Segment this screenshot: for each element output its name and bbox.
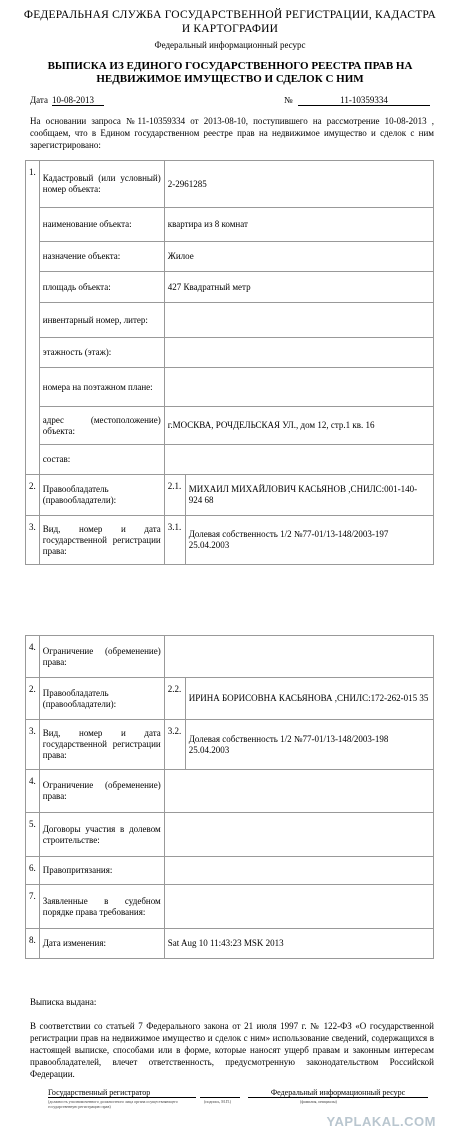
field-label: Дата изменения:	[39, 929, 164, 959]
field-label: Вид, номер и дата государственной регистрации права:	[39, 516, 164, 565]
date-value: 10-08-2013	[52, 95, 104, 106]
row-number: 3.	[26, 516, 40, 565]
field-label: Правообладатель (правообладатели):	[39, 678, 164, 720]
field-label: Вид, номер и дата государственной регистрации права:	[39, 720, 164, 770]
watermark: YAPLAKAL.COM	[326, 1114, 436, 1129]
sub-number: 2.1.	[164, 475, 185, 516]
agency-name: ФЕДЕРАЛЬНАЯ СЛУЖБА ГОСУДАРСТВЕННОЙ РЕГИСТРАЦИИ, КАДАСТРА И КАРТОГРАФИИ	[23, 9, 437, 35]
row-number: 7.	[26, 885, 40, 929]
object-row	[26, 208, 434, 242]
rights-row	[26, 636, 434, 678]
field-label: площадь объекта:	[39, 272, 164, 303]
rights-row	[26, 857, 434, 885]
legal-notice: В соответствии со статьей 7 Федерального закона от 21 июля 1997 г. № 122-ФЗ «О государственной регистрации прав на недвижимое имущество и сделок с ним» использование сведений, содержащихся в настоящей выписке, способами или в форме, которые наносят ущерб правам и законным интересам правообладателей, влечет ответственность, предусмотренную законодательством Российской Федерации.	[30, 1021, 434, 1079]
registrar-caption: (должность уполномоченного должностного лица органа осуществляющего государственную регистрацию прав)	[48, 1099, 178, 1109]
object-row	[26, 445, 434, 475]
field-value: Жилое	[164, 242, 433, 272]
row-number: 6.	[26, 857, 40, 885]
row-number: 4.	[26, 636, 40, 678]
field-label: адрес (местоположение) объекта:	[39, 407, 164, 445]
issued-label: Выписка выдана:	[30, 997, 97, 1007]
rights-row	[26, 813, 434, 857]
registrar-label: Государственный регистратор	[48, 1088, 196, 1098]
rights-row	[26, 516, 434, 565]
field-value	[164, 857, 433, 885]
document-title: ВЫПИСКА ИЗ ЕДИНОГО ГОСУДАРСТВЕННОГО РЕЕСТРА ПРАВ НА НЕДВИЖИМОЕ ИМУЩЕСТВО И СДЕЛОК С НИМ	[47, 60, 413, 85]
object-row	[26, 272, 434, 303]
object-row	[26, 407, 434, 445]
field-value	[164, 636, 433, 678]
rights-row	[26, 929, 434, 959]
sub-number: 2.2.	[164, 678, 185, 720]
rights-row	[26, 678, 434, 720]
field-label: назначение объекта:	[39, 242, 164, 272]
object-row	[26, 161, 434, 208]
field-value	[164, 368, 433, 407]
field-value: Долевая собственность 1/2 №77-01/13-148/2003-197 25.04.2003	[185, 516, 433, 565]
field-label: Заявленные в судебном порядке права требования:	[39, 885, 164, 929]
row-number: 4.	[26, 770, 40, 813]
date-label: Дата	[30, 95, 48, 105]
field-label: инвентарный номер, литер:	[39, 303, 164, 338]
signature-line	[200, 1088, 240, 1098]
rights-row	[26, 770, 434, 813]
resource-signature-label: Федеральный информационный ресурс	[248, 1088, 428, 1098]
field-value	[164, 885, 433, 929]
resource-name: Федеральный информационный ресурс	[154, 40, 306, 50]
rights-row	[26, 475, 434, 516]
field-value	[164, 445, 433, 475]
rights-row	[26, 720, 434, 770]
field-label: Правообладатель (правообладатели):	[39, 475, 164, 516]
row-number: 8.	[26, 929, 40, 959]
row-number: 3.	[26, 720, 40, 770]
field-label: состав:	[39, 445, 164, 475]
field-value: Sat Aug 10 11:43:23 MSK 2013	[164, 929, 433, 959]
row-number: 5.	[26, 813, 40, 857]
object-row	[26, 368, 434, 407]
field-value: ИРИНА БОРИСОВНА КАСЬЯНОВА ,СНИЛС:172-262-015 35	[185, 678, 433, 720]
field-value	[164, 303, 433, 338]
field-value	[164, 813, 433, 857]
sub-number: 3.1.	[164, 516, 185, 565]
object-table	[25, 160, 434, 565]
number-label: №	[284, 95, 293, 105]
sub-number: 3.2.	[164, 720, 185, 770]
field-label: номера на поэтажном плане:	[39, 368, 164, 407]
row-number: 1.	[26, 161, 40, 475]
intro-paragraph: На основании запроса №11-10359334 от 2013-08-10, поступившего на рассмотрение 10-08-2013 , сообщаем, что в Едином государственном реестре прав на недвижимое имущество и сделок с ним зарегистрировано:	[30, 116, 434, 150]
field-value: Долевая собственность 1/2 №77-01/13-148/2003-198 25.04.2003	[185, 720, 433, 770]
object-row	[26, 303, 434, 338]
signature-caption: (подпись, М.П.)	[204, 1099, 232, 1104]
object-row	[26, 338, 434, 368]
field-label: Ограничение (обременение) права:	[39, 636, 164, 678]
object-row	[26, 242, 434, 272]
field-value: квартира из 8 комнат	[164, 208, 433, 242]
row-number: 2.	[26, 475, 40, 516]
field-value	[164, 770, 433, 813]
field-value	[164, 338, 433, 368]
number-value: 11-10359334	[298, 95, 430, 106]
name-caption: (фамилия, инициалы)	[300, 1099, 337, 1104]
field-value: МИХАИЛ МИХАЙЛОВИЧ КАСЬЯНОВ ,СНИЛС:001-140-924 68	[185, 475, 433, 516]
field-label: Ограничение (обременение) права:	[39, 770, 164, 813]
field-label: этажность (этаж):	[39, 338, 164, 368]
field-value: г.МОСКВА, РОЧДЕЛЬСКАЯ УЛ., дом 12, стр.1 кв. 16	[164, 407, 433, 445]
field-label: Правопритязания:	[39, 857, 164, 885]
field-label: Договоры участия в долевом строительстве:	[39, 813, 164, 857]
rights-table	[25, 635, 434, 959]
field-value: 2-2961285	[164, 161, 433, 208]
field-label: наименование объекта:	[39, 208, 164, 242]
rights-row	[26, 885, 434, 929]
row-number: 2.	[26, 678, 40, 720]
field-value: 427 Квадратный метр	[164, 272, 433, 303]
field-label: Кадастровый (или условный) номер объекта:	[39, 161, 164, 208]
